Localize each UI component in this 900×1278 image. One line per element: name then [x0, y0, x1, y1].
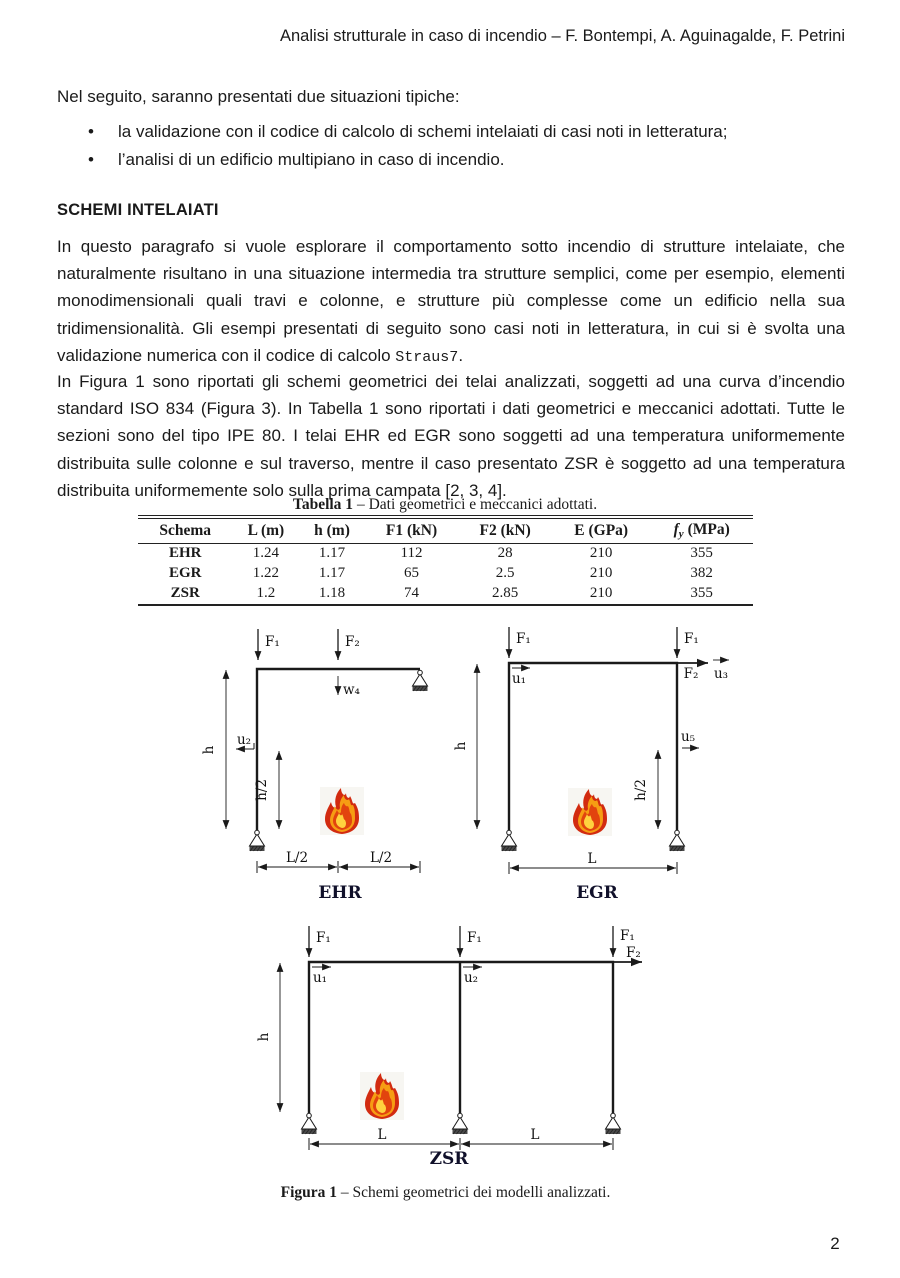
col-header-fy: fy (MPa) [650, 517, 753, 544]
egr-force-f1-right-label: F₁ [684, 631, 699, 647]
col-header-schema: Schema [138, 517, 232, 544]
ehr-dim-l2-right-label: L/2 [369, 850, 393, 866]
figure-caption [138, 1184, 753, 1202]
col-header-h: h (m) [299, 517, 364, 544]
figure-caption-text: – Schemi geometrici dei modelli analizzati. [337, 1184, 611, 1201]
fire-icon [360, 1072, 404, 1120]
fire-icon [568, 788, 612, 836]
egr-dim-h2-label: h/2 [633, 779, 649, 801]
zsr-dim-h-label: h [256, 1032, 272, 1042]
table-row: ZSR 1.2 1.18 74 2.85 210 355 [170, 585, 713, 601]
zsr-force-f2-label: F₂ [626, 945, 641, 961]
page-number: 2 [830, 1234, 840, 1253]
paragraph-1-end: . [458, 345, 464, 365]
zsr-force-f1-left-label: F₁ [316, 930, 331, 946]
zsr-disp-u2-label: u₂ [463, 970, 479, 986]
ehr-force-f2-label: F₂ [345, 634, 360, 650]
figure-caption-number: Figura 1 [280, 1184, 338, 1201]
paragraph-1-text: In questo paragrafo si vuole esplorare il comportamento sotto incendio di strutture intelaiate, che naturalmente risultano in una situazione intermedia tra strutture semplici, come per esempio, elementi monodimensionali quali travi e colonne, e strutture più complesse come un edificio nella sua tridimensionalità. Gli esempi presentati di seguito sono casi noti in letteratura, in cui si è svolta una validazione numerica con il codice di calcolo [57, 237, 845, 365]
egr-disp-u3-label: u₃ [713, 666, 729, 682]
ehr-pin-support-top [413, 670, 428, 691]
ehr-dim-h2-label: h/2 [254, 779, 270, 801]
ehr-force-f1-label: F₁ [265, 634, 280, 650]
zsr-title: ZSR [429, 1149, 469, 1169]
col-header-L: L (m) [232, 517, 299, 544]
zsr-diagram [256, 926, 642, 1169]
egr-pin-support-right [670, 830, 685, 851]
egr-diagram [453, 627, 729, 903]
paragraph-2: In Figura 1 sono riportati gli schemi geometrici dei telai analizzati, soggetti ad una curva d’incendio standard ISO 834 (Figura 3). In Tabella 1 sono riportati i dati geometrici e meccanici adottati. Tutte le sezioni sono del tipo IPE 80. I telai EHR ed EGR sono soggetti ad una temperatura uniformemente distribuita sulle colonne e sul traverso, mentre il caso presentato ZSR è soggetto ad una temperatura distribuita uniformemente solo sulla prima campata [2, 3, 4]. [57, 372, 845, 500]
zsr-dim-l-left-label: L [377, 1127, 387, 1143]
zsr-disp-u1-label: u₁ [312, 970, 328, 986]
zsr-dim-l-right-label: L [530, 1127, 540, 1143]
egr-dim-h-label: h [453, 741, 469, 751]
col-header-E: E (GPa) [552, 517, 650, 544]
ehr-title: EHR [318, 883, 362, 903]
egr-dim-l-label: L [587, 851, 597, 867]
egr-force-f2-label: F₂ [683, 666, 699, 682]
egr-title: EGR [576, 883, 618, 903]
table-row: EGR 1.22 1.17 65 2.5 210 382 [168, 565, 713, 581]
ehr-pin-support-base [250, 830, 265, 851]
ehr-dim-h-label: h [201, 745, 217, 755]
table-caption-text: – Dati geometrici e meccanici adottati. [353, 496, 598, 513]
table-row: EHR 1.24 1.17 112 28 210 355 [168, 545, 713, 561]
egr-pin-support-left [502, 830, 517, 851]
ehr-disp-u2-label: u₂ [236, 732, 252, 748]
zsr-force-f1-right-label: F₁ [620, 928, 635, 944]
table-caption [100, 496, 790, 514]
list-item: • la validazione con il codice di calcolo di schemi intelaiati di casi noti in letteratura; [88, 118, 808, 146]
zsr-force-f1-mid-label: F₁ [467, 930, 482, 946]
ehr-dim-l2-left-label: L/2 [285, 850, 309, 866]
egr-disp-u5-label: u₅ [680, 729, 696, 745]
ehr-load-w4-label: w₄ [343, 682, 360, 698]
ehr-diagram [201, 629, 428, 903]
figure-1-diagrams [0, 615, 900, 1185]
intro-lead: Nel seguito, saranno presentati due situazioni tipiche: [57, 87, 460, 106]
bullet-list [88, 118, 808, 174]
zsr-pin-support-right [606, 1113, 621, 1134]
code-straus7: Straus7 [395, 348, 459, 366]
list-item: • l’analisi di un edificio multipiano in caso di incendio. [88, 146, 808, 174]
col-header-F1: F1 (kN) [365, 517, 459, 544]
egr-force-f1-left-label: F₁ [516, 631, 531, 647]
table-header-row [138, 517, 753, 544]
zsr-pin-support-mid [453, 1113, 468, 1134]
paragraph-1 [57, 233, 845, 371]
table-caption-number: Tabella 1 [292, 496, 354, 513]
zsr-pin-support-left [302, 1113, 317, 1134]
page-header: Analisi strutturale in caso di incendio – F. Bontempi, A. Aguinagalde, F. Petrini [280, 27, 845, 45]
egr-disp-u1-label: u₁ [511, 671, 527, 687]
col-header-F2: F2 (kN) [458, 517, 552, 544]
data-table [138, 515, 753, 606]
zsr-frame [309, 962, 613, 1113]
section-heading: SCHEMI INTELAIATI [57, 201, 219, 219]
fire-icon [320, 787, 364, 835]
